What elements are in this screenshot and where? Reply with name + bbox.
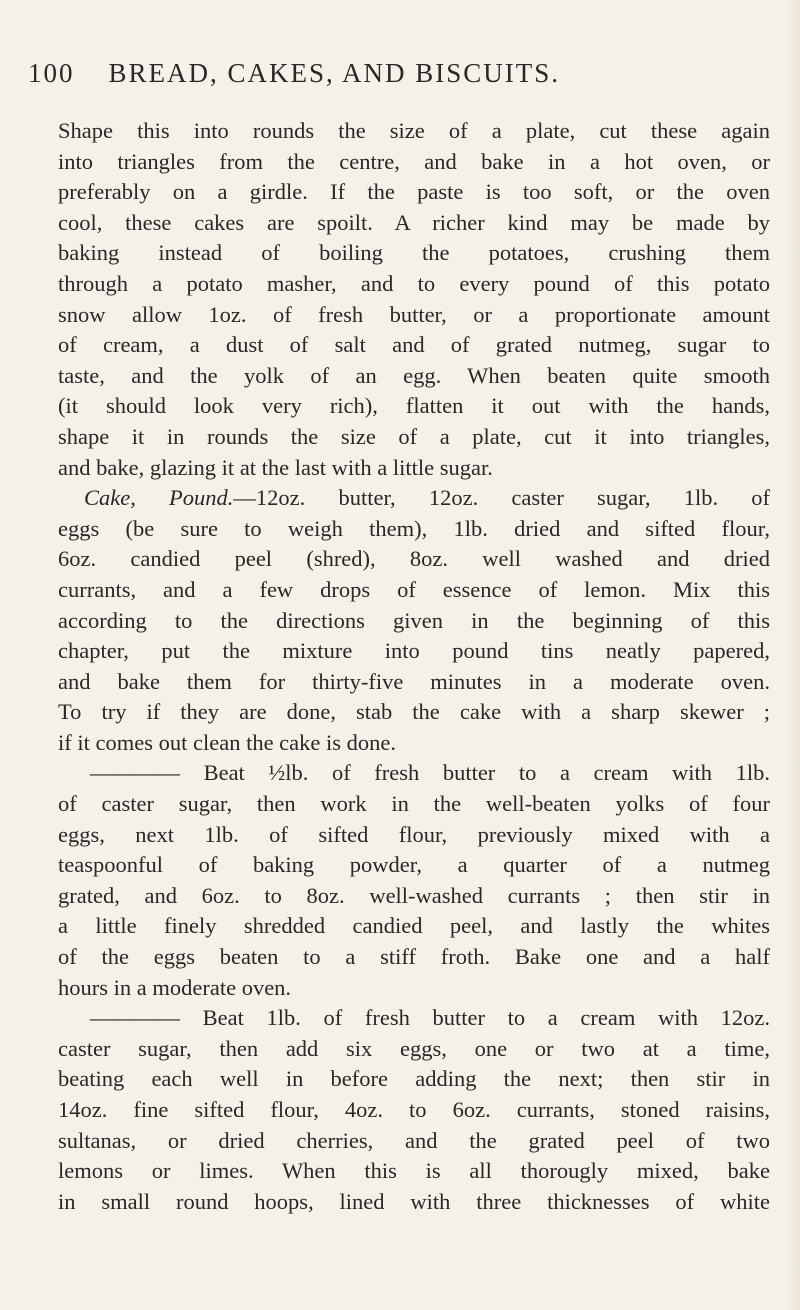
text-line: lemons or limes. When this is all thorougly mixed, bake: [58, 1158, 770, 1184]
text-line: according to the directions given in the beginning of this: [58, 607, 770, 633]
text-line: ———— Beat ½lb. of fresh butter to a cream with 1lb.: [90, 760, 770, 786]
recipe-title: Cake, Pound.: [84, 485, 234, 511]
recipe-heading-line: [58, 483, 770, 514]
text-line: To try if they are done, stab the cake with a sharp skewer ;: [58, 699, 770, 725]
body-text: [58, 116, 770, 1217]
text-line: shape it in rounds the size of a plate, cut it into triangles,: [58, 423, 770, 449]
text-line: and bake, glazing it at the last with a little sugar.: [58, 454, 493, 480]
text-line: a little finely shredded candied peel, and lastly the whites: [58, 913, 770, 939]
text-line: currants, and a few drops of essence of lemon. Mix this: [58, 576, 770, 602]
text-line: 14oz. fine sifted flour, 4oz. to 6oz. currants, stoned raisins,: [58, 1097, 770, 1122]
text-line: of caster sugar, then work in the well-beaten yolks of four: [58, 791, 770, 817]
page-edge-shadow: [786, 0, 800, 1310]
text-line: taste, and the yolk of an egg. When beaten quite smooth: [58, 362, 770, 388]
text-line: in small round hoops, lined with three thicknesses of white: [58, 1188, 770, 1214]
text-line: and bake them for thirty-five minutes in a moderate oven.: [58, 668, 770, 694]
recipe-ingredients: —12oz. butter, 12oz. caster sugar, 1lb. of: [233, 485, 771, 511]
text-line: of the eggs beaten to a stiff froth. Bake one and a half: [58, 944, 770, 970]
text-line: baking instead of boiling the potatoes, crushing them: [58, 240, 770, 266]
chapter-title: BREAD, CAKES, AND BISCUITS.: [108, 58, 561, 88]
text-line: cool, these cakes are spoilt. A richer kind may be made by: [58, 209, 770, 235]
text-line: preferably on a girdle. If the paste is too soft, or the oven: [58, 179, 770, 205]
text-line: (it should look very rich), flatten it out with the hands,: [58, 393, 770, 419]
text-line: teaspoonful of baking powder, a quarter of a nutmeg: [58, 852, 770, 878]
text-line: grated, and 6oz. to 8oz. well-washed currants ; then stir in: [58, 882, 770, 908]
text-line: hours in a moderate oven.: [58, 974, 292, 1000]
text-line: caster sugar, then add six eggs, one or two at a time,: [58, 1035, 770, 1061]
text-line: through a potato masher, and to every pound of this potato: [58, 270, 770, 296]
text-line: into triangles from the centre, and bake in a hot oven, or: [58, 148, 770, 174]
text-line: snow allow 1oz. of fresh butter, or a proportionate amount: [58, 301, 770, 327]
text-line: 6oz. candied peel (shred), 8oz. well washed and dried: [58, 546, 770, 572]
text-line: of cream, a dust of salt and of grated nutmeg, sugar to: [58, 332, 770, 358]
text-line: if it comes out clean the cake is done.: [58, 729, 397, 755]
text-line: Shape this into rounds the size of a plate, cut these again: [58, 118, 770, 143]
text-line: eggs (be sure to weigh them), 1lb. dried and sifted flour,: [58, 515, 770, 541]
page-number: 100: [28, 58, 75, 88]
running-header: [28, 58, 768, 89]
text-line: eggs, next 1lb. of sifted flour, previously mixed with a: [58, 821, 770, 847]
text-line: sultanas, or dried cherries, and the grated peel of two: [58, 1127, 770, 1153]
text-line: chapter, put the mixture into pound tins neatly papered,: [58, 638, 770, 664]
text-line: beating each well in before adding the next; then stir in: [58, 1066, 770, 1092]
text-line: ———— Beat 1lb. of fresh butter to a cream with 12oz.: [90, 1005, 770, 1031]
